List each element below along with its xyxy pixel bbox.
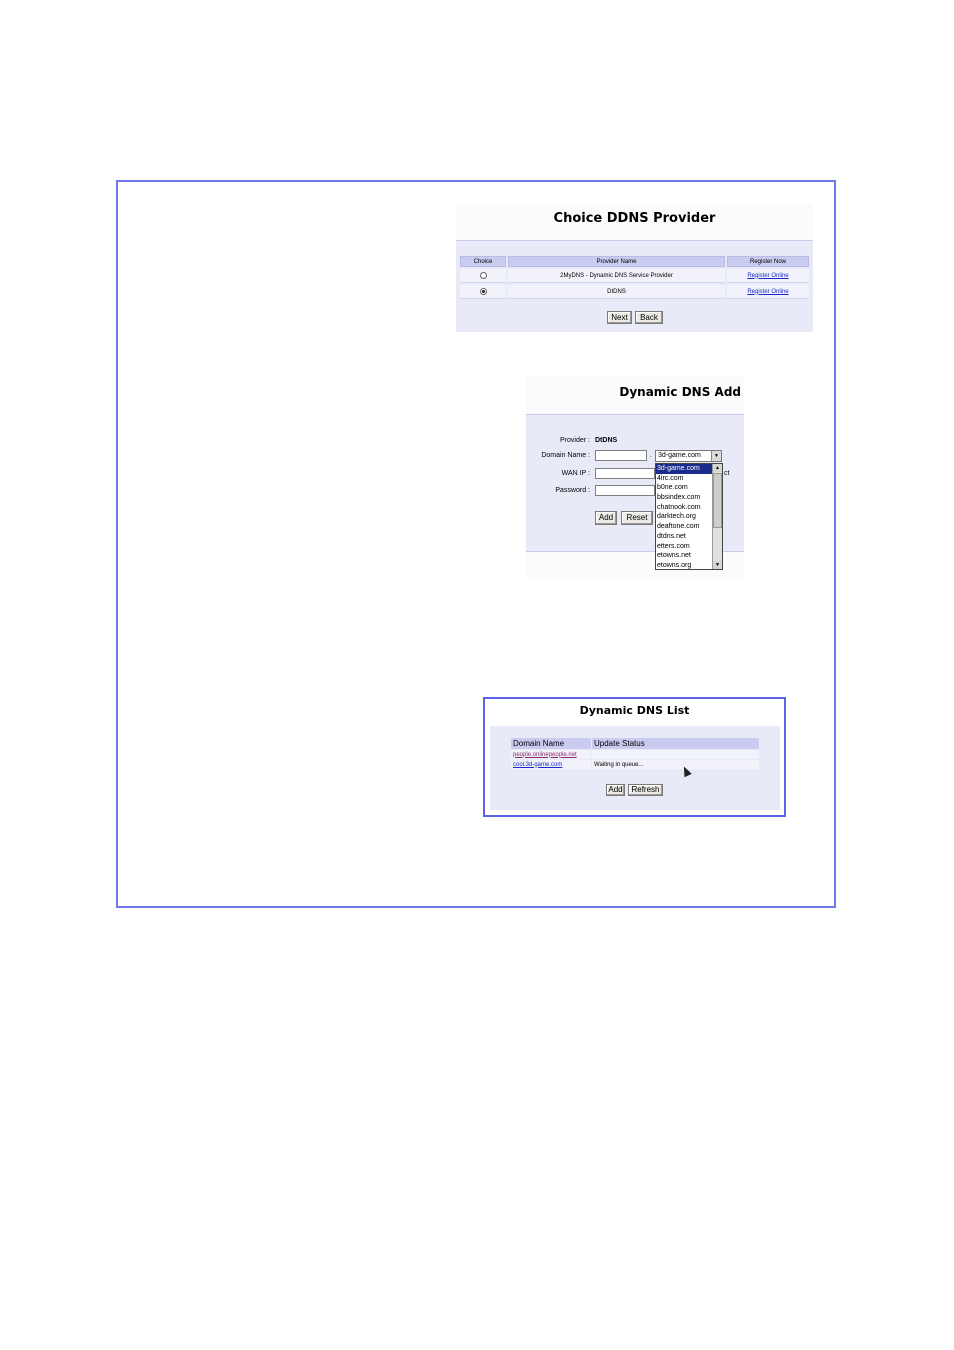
list-item[interactable]: darktech.org [657,513,696,521]
provider-radio-2mydns[interactable] [480,272,487,279]
wan-ip-label: WAN IP : [561,470,590,477]
chevron-down-icon[interactable]: ▼ [711,451,721,461]
column-header-register-now: Register Now [727,256,809,267]
update-status [592,750,759,759]
page-title: Dynamic DNS List [579,704,690,717]
next-button[interactable]: Next [607,311,632,324]
add-button[interactable]: Add [606,784,625,796]
table-row [511,750,759,759]
panel-header [456,204,813,241]
list-item[interactable]: b0ne.com [657,484,688,492]
scroll-up-icon[interactable]: ▲ [713,464,722,472]
wan-ip-suffix-text: ct [724,470,730,477]
domain-separator: . [650,452,652,459]
password-label: Password : [555,487,590,494]
register-online-link[interactable]: Register Online [747,272,789,279]
provider-table [458,254,811,301]
list-item[interactable]: 3d-game.com [656,464,722,474]
domain-link[interactable]: people.onlinepeople.net [513,751,577,758]
table-row [460,285,809,299]
provider-radio-dtdns[interactable] [480,288,487,295]
domain-link[interactable]: cool.3d-game.com [513,761,563,768]
provider-label: Provider : [560,437,590,444]
back-button[interactable]: Back [635,311,663,324]
wan-ip-input[interactable] [595,468,655,479]
add-button[interactable]: Add [595,511,617,525]
dynamic-dns-list-panel [483,697,786,817]
domain-name-input[interactable] [595,450,647,461]
scroll-down-icon[interactable]: ▼ [713,561,722,569]
list-item[interactable]: etowns.net [657,552,691,560]
scrollbar-thumb[interactable] [713,473,722,528]
provider-name: 2MyDNS - Dynamic DNS Service Provider [508,269,725,283]
list-item[interactable]: etters.com [657,542,690,550]
panel-header [526,376,744,415]
register-online-link[interactable]: Register Online [747,288,789,295]
list-item[interactable]: bbsindex.com [657,494,701,502]
reset-button[interactable]: Reset [621,511,653,525]
column-header-update-status: Update Status [592,738,759,749]
column-header-choice: Choice [460,256,506,267]
provider-value: DtDNS [595,437,618,444]
table-row [511,760,759,769]
update-status: Waiting in queue... [592,760,759,769]
domain-select[interactable] [655,450,722,462]
column-header-provider-name: Provider Name [508,256,725,267]
scrollbar[interactable] [712,464,722,569]
domain-dropdown-list[interactable] [655,463,723,570]
refresh-button[interactable]: Refresh [628,784,663,796]
panel-body [490,726,780,810]
page-title: Dynamic DNS Add [619,385,741,399]
provider-name: DtDNS [508,285,725,299]
column-header-domain-name: Domain Name [511,738,591,749]
list-item[interactable]: deaftone.com [657,523,700,531]
password-input[interactable] [595,485,655,496]
list-item[interactable]: chatnook.com [657,503,701,511]
domain-name-label: Domain Name : [541,452,590,459]
list-item[interactable]: 4irc.com [657,474,684,482]
domain-select-value: 3d-game.com [658,452,701,459]
list-item[interactable]: dtdns.net [657,532,686,540]
list-item[interactable]: etowns.org [657,561,692,569]
page-title: Choice DDNS Provider [553,211,716,226]
dns-list-table [510,737,760,770]
table-row [460,269,809,283]
